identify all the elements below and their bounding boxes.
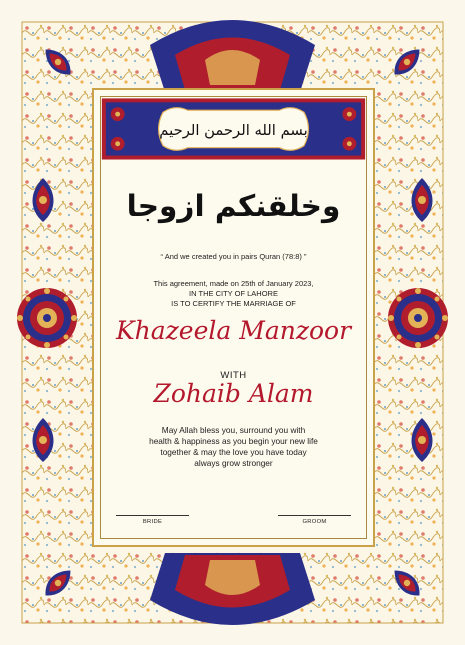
bride-signature-line[interactable] [116,515,189,516]
bride-name: Khazeela Manzoor [115,316,352,345]
agreement-text [92,279,375,309]
quran-quote: “ And we created you in pairs Quran (78:8) ” [160,252,307,261]
groom-signature-label: GROOM [302,519,327,525]
certificate-text [92,88,375,547]
blessing-line: health & happiness as you begin your new life [149,436,318,446]
with-label: WITH [220,370,247,381]
blessing-line: May Allah bless you, surround you with [161,425,306,435]
agreement-line-date: This agreement, made on 25th of January 2023, [153,279,314,288]
bismillah-calligraphy: بسم الله الرحمن الرحيم [159,121,308,139]
blessing-text [92,425,375,469]
blessing-line: always grow stronger [194,458,273,468]
groom-name: Zohaib Alam [153,379,314,408]
bride-signature-label: BRIDE [142,519,163,525]
agreement-line-certify: IS TO CERTIFY THE MARRIAGE OF [171,299,296,308]
blessing-line: together & may the love you have today [160,447,307,457]
verse-calligraphy: وخلقنكم ازوجا [126,188,341,223]
agreement-line-city: IN THE CITY OF LAHORE [189,289,278,298]
groom-signature-line[interactable] [278,515,351,516]
